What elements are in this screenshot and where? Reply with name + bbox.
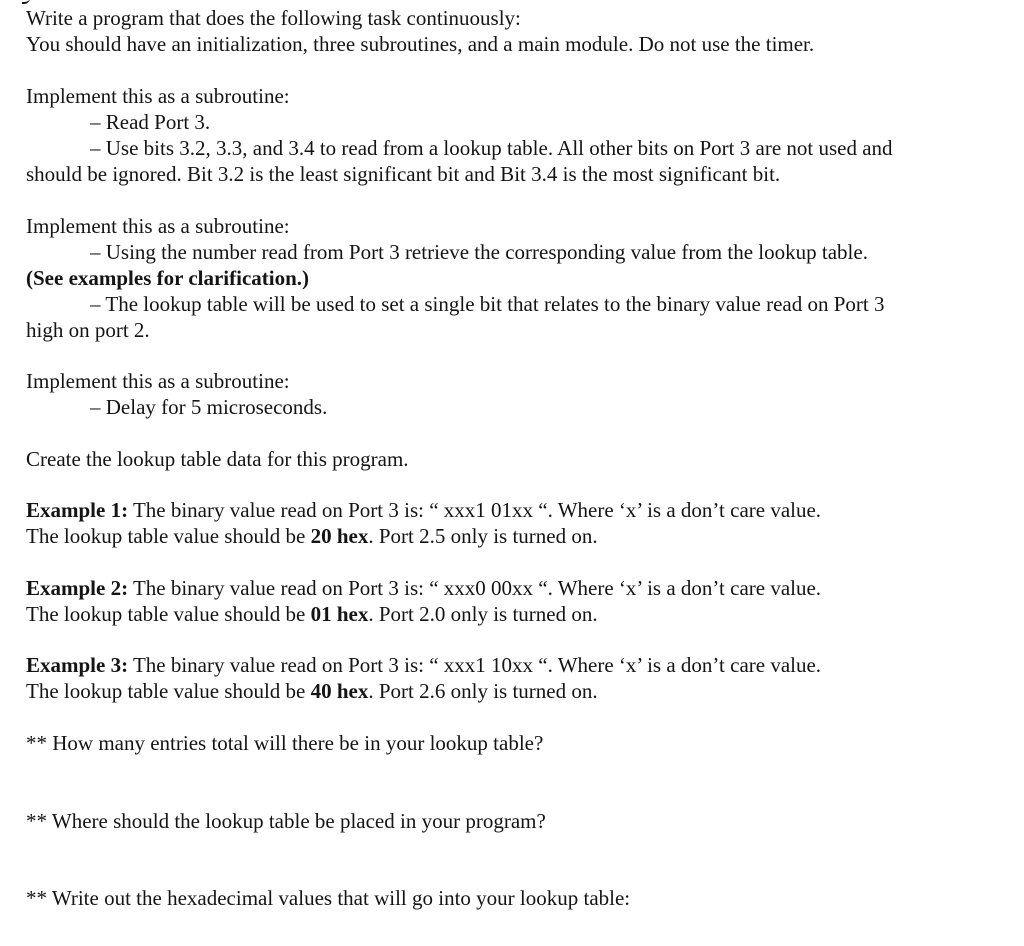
subroutine-1-item-2-continued: should be ignored. Bit 3.2 is the least significant bit and Bit 3.4 is the most significant bit. bbox=[26, 162, 781, 186]
example-3-line-2 bbox=[26, 678, 598, 704]
example-2-text: The binary value read on Port 3 is: “ xxx0 00xx “. Where ‘x’ is a don’t care value. bbox=[128, 576, 822, 600]
example-1-pre: The lookup table value should be bbox=[26, 524, 311, 548]
example-2-post: . Port 2.0 only is turned on. bbox=[368, 602, 598, 626]
example-1-text: The binary value read on Port 3 is: “ xxx1 01xx “. Where ‘x’ is a don’t care value. bbox=[128, 498, 822, 522]
example-1-line-1 bbox=[26, 497, 821, 523]
subroutine-2-item-1: – Using the number read from Port 3 retrieve the corresponding value from the lookup table. bbox=[90, 240, 868, 264]
subroutine-3-item-1: – Delay for 5 microseconds. bbox=[90, 395, 328, 419]
example-2-pre: The lookup table value should be bbox=[26, 602, 311, 626]
subroutine-2-item-2: – The lookup table will be used to set a single bit that relates to the binary value read on Port 3 bbox=[90, 292, 885, 316]
example-1-line-2 bbox=[26, 523, 598, 549]
create-lookup-table-line: Create the lookup table data for this program. bbox=[26, 447, 409, 471]
example-2-label: Example 2: bbox=[26, 576, 129, 600]
example-2-hex: 01 hex bbox=[310, 602, 369, 626]
example-3-post: . Port 2.6 only is turned on. bbox=[368, 679, 598, 703]
example-3-pre: The lookup table value should be bbox=[26, 679, 311, 703]
subroutine-2-item-2-continued: high on port 2. bbox=[26, 318, 150, 342]
cropped-glyph bbox=[22, 0, 30, 4]
example-3-hex: 40 hex bbox=[310, 679, 369, 703]
question-hex-values: ** Write out the hexadecimal values that will go into your lookup table: bbox=[26, 886, 631, 910]
subroutine-1-item-2: – Use bits 3.2, 3.3, and 3.4 to read from a lookup table. All other bits on Port 3 are not used and bbox=[90, 136, 893, 160]
subroutine-1-item-1: – Read Port 3. bbox=[90, 110, 211, 134]
subroutine-3-heading: Implement this as a subroutine: bbox=[26, 369, 290, 393]
question-entries: ** How many entries total will there be in your lookup table? bbox=[26, 731, 544, 755]
question-placement: ** Where should the lookup table be placed in your program? bbox=[26, 809, 546, 833]
subroutine-1-heading: Implement this as a subroutine: bbox=[26, 84, 290, 108]
example-3-text: The binary value read on Port 3 is: “ xxx1 10xx “. Where ‘x’ is a don’t care value. bbox=[128, 653, 822, 677]
example-1-hex: 20 hex bbox=[310, 524, 369, 548]
example-2-line-2 bbox=[26, 601, 598, 627]
example-1-label: Example 1: bbox=[26, 498, 129, 522]
subroutine-2-note: (See examples for clarification.) bbox=[26, 266, 310, 290]
example-3-line-1 bbox=[26, 652, 821, 678]
intro-line-2: You should have an initialization, three subroutines, and a main module. Do not use the timer. bbox=[26, 32, 815, 56]
example-1-post: . Port 2.5 only is turned on. bbox=[368, 524, 598, 548]
example-2-line-1 bbox=[26, 575, 821, 601]
example-3-label: Example 3: bbox=[26, 653, 129, 677]
intro-line-1: Write a program that does the following task continuously: bbox=[26, 6, 521, 30]
subroutine-2-heading: Implement this as a subroutine: bbox=[26, 214, 290, 238]
